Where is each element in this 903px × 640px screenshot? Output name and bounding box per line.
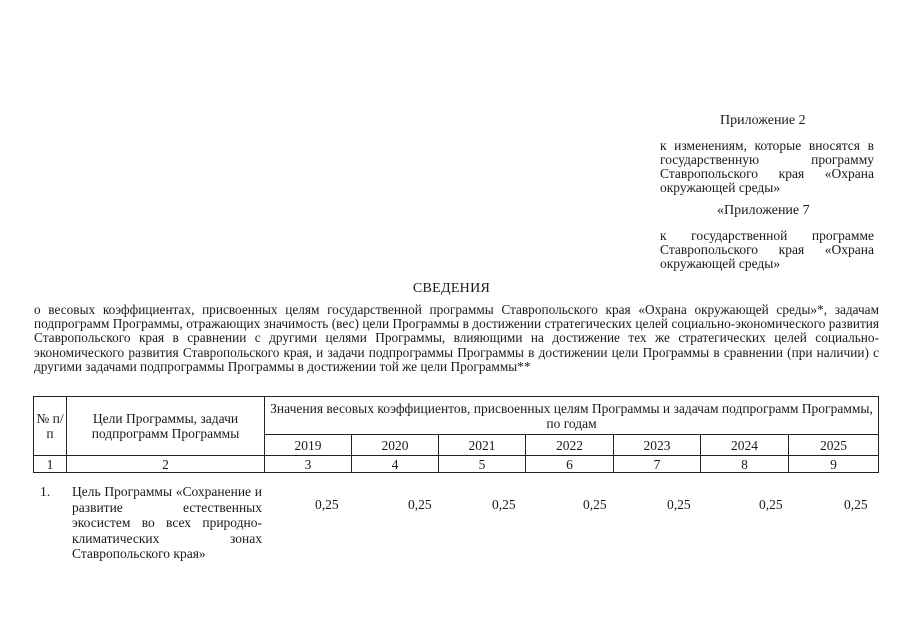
column-number: 6	[526, 456, 614, 473]
document-intro: о весовых коэффициентах, присвоенных целям государственной программы Ставропольского края «Охрана окружающей среды»*, задачам подпрограмм Программы, отражающих значимость (вес) цели Программы в достижении стратегических целей социально-экономического развития Ставропольского края в сравнении с другими целями Программы, влияющими на достижение тех же стратегических целей социально-экономического развития Ставропольского края, и задачи подпрограммы Программы в достижении цели Программы в сравнении (при наличии) с другими задачами подпрограммы Программы в достижении той же цели Программы**	[34, 302, 879, 374]
header-values: Значения весовых коэффициентов, присвоенных целям Программы и задачам подпрограмм Программы, по годам	[265, 397, 879, 435]
row-value: 0,25	[667, 497, 691, 512]
row-value: 0,25	[315, 497, 339, 512]
appendix-subtitle: к изменениям, которые вносятся в государственную программу Ставропольского края «Охрана окружающей среды»	[660, 138, 874, 195]
column-number: 4	[352, 456, 439, 473]
header-year: 2025	[789, 435, 879, 456]
header-year: 2021	[439, 435, 526, 456]
appendix-subtitle-2: к государственной программе Ставропольского края «Охрана окружающей среды»	[660, 228, 874, 271]
row-value: 0,25	[408, 497, 432, 512]
header-goal: Цели Программы, задачи подпрограмм Программы	[67, 397, 265, 456]
coefficients-table	[33, 396, 879, 473]
header-year: 2020	[352, 435, 439, 456]
row-value: 0,25	[583, 497, 607, 512]
row-goal: Цель Программы «Сохранение и развитие естественных экосистем во всех природно-климатических зонах Ставропольского края»	[72, 484, 262, 561]
header-num: № п/п	[34, 397, 67, 456]
row-value: 0,25	[844, 497, 868, 512]
row-value: 0,25	[492, 497, 516, 512]
column-number: 1	[34, 456, 67, 473]
column-number: 8	[701, 456, 789, 473]
row-number: 1.	[40, 484, 51, 499]
header-year: 2024	[701, 435, 789, 456]
column-number: 9	[789, 456, 879, 473]
header-year: 2022	[526, 435, 614, 456]
appendix-title-2: «Приложение 7	[717, 203, 810, 218]
header-year: 2019	[265, 435, 352, 456]
appendix-title: Приложение 2	[720, 113, 806, 128]
column-number: 2	[67, 456, 265, 473]
document-heading: СВЕДЕНИЯ	[412, 281, 491, 296]
column-number: 5	[439, 456, 526, 473]
header-year: 2023	[614, 435, 701, 456]
column-number: 7	[614, 456, 701, 473]
column-number: 3	[265, 456, 352, 473]
row-value: 0,25	[759, 497, 783, 512]
